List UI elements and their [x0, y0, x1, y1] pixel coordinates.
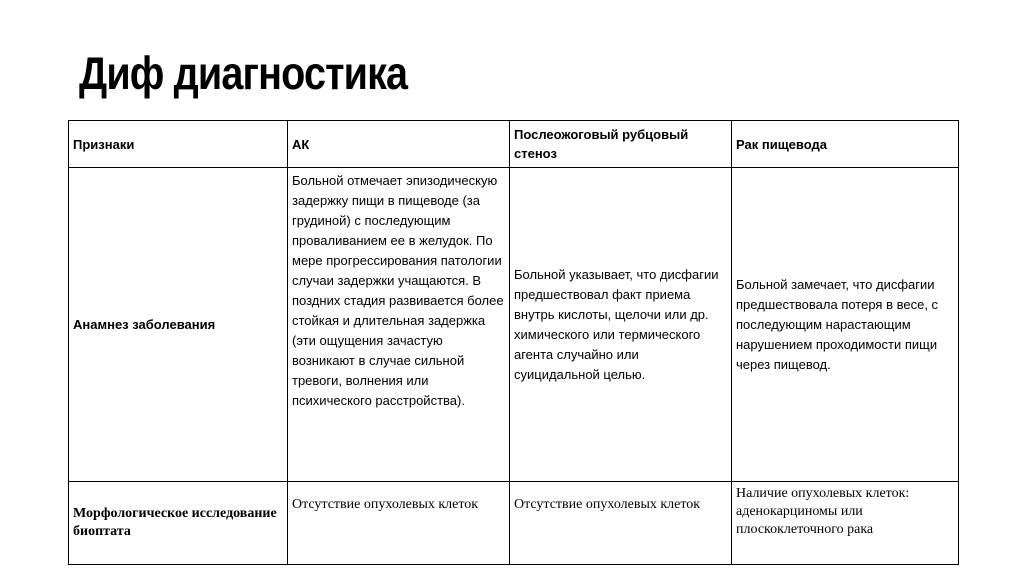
- row-label-morphology: Морфологическое исследование биоптата: [69, 482, 288, 565]
- table-row-anamnesis: [69, 168, 959, 482]
- cell-anamnesis-cancer: Больной замечает, что дисфагии предшествовала потеря в весе, с последующим нарастающим нарушением проходимости пищи через пищевод.: [732, 168, 959, 482]
- row-label-anamnesis: Анамнез заболевания: [69, 168, 288, 482]
- cell-morphology-stenosis: Отсутствие опухолевых клеток: [510, 482, 732, 565]
- header-ak: АК: [288, 121, 510, 168]
- header-stenosis: Послеожоговый рубцовый стеноз: [510, 121, 732, 168]
- cell-morphology-ak: Отсутствие опухолевых клеток: [288, 482, 510, 565]
- table-header-row: [69, 121, 959, 168]
- cell-morphology-cancer: Наличие опухолевых клеток: аденокарциномы или плоскоклеточного рака: [732, 482, 959, 565]
- header-signs: Признаки: [69, 121, 288, 168]
- differential-diagnosis-table: [68, 120, 959, 565]
- cell-anamnesis-ak: Больной отмечает эпизодическую задержку пищи в пищеводе (за грудиной) с последующим проваливанием ее в желудок. По мере прогрессирования патологии случаи задержки учащаются. В поздних стадия развивается более стойкая и длительная задержка (эти ощущения зачастую возникают в случае сильной тревоги, волнения или психического расстройства).: [288, 168, 510, 482]
- table-row-morphology: [69, 482, 959, 565]
- page-title: Диф диагностика: [79, 47, 408, 99]
- header-cancer: Рак пищевода: [732, 121, 959, 168]
- cell-anamnesis-stenosis: Больной указывает, что дисфагии предшествовал факт приема внутрь кислоты, щелочи или др. химического или термического агента случайно или суицидальной целью.: [510, 168, 732, 482]
